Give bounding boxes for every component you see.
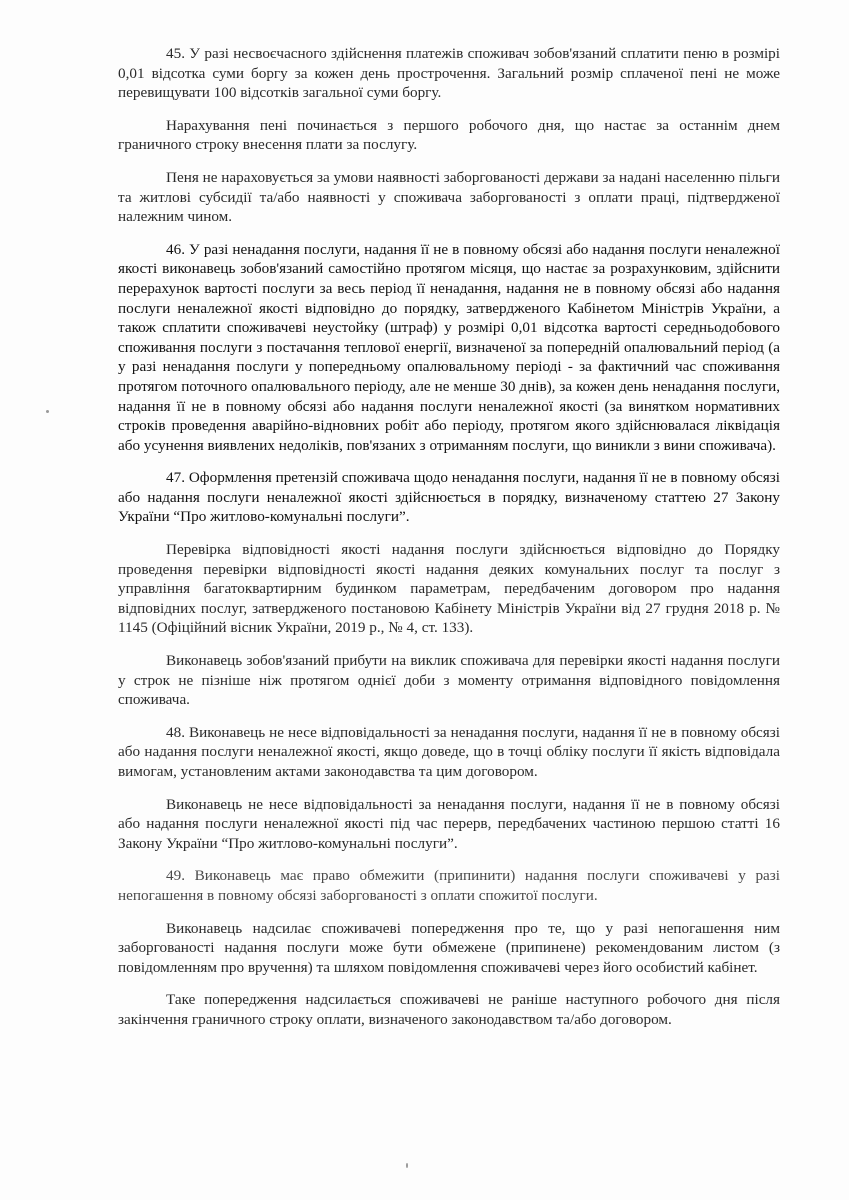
paragraph-45: 45. У разі несвоєчасного здійснення платежів споживач зобов'язаний сплатити пеню в розмірі 0,01 відсотка суми боргу за кожен день прострочення. Загальний розмір сплаченої пені не може перевищувати 100 відсотків загальної суми боргу. (118, 45, 780, 102)
paragraph-warning-timing: Таке попередження надсилається споживачеві не раніше наступного робочого дня після закінчення граничного строку оплати, визначеного законодавством та/або договором. (118, 991, 780, 1028)
scan-speck (406, 1163, 408, 1168)
paragraph-47: 47. Оформлення претензій споживача щодо ненадання послуги, надання її не в повному обсязі або надання послуги неналежної якості здійснюється в порядку, визначеному статтею 27 Закону України “Про житлово-комунальні послуги”. (118, 469, 780, 526)
paragraph-warning: Виконавець надсилає споживачеві попередження про те, що у разі непогашення ним заборгованості надання послуги може бути обмежене (припинене) рекомендованим листом (з повідомленням про вручення) та шляхом повідомлення споживачеві через його особистий кабінет. (118, 919, 780, 976)
paragraph-49: 49. Виконавець має право обмежити (припинити) надання послуги споживачеві у разі непогашення в повному обсязі заборгованості з оплати спожитої послуги. (118, 867, 780, 904)
paragraph-penalty-exemption: Пеня не нараховується за умови наявності заборгованості держави за надані населенню пільги та житлові субсидії та/або наявності у споживача заборгованості з оплати праці, підтвердженої належним чином. (118, 168, 780, 226)
scan-speck (46, 410, 49, 413)
paragraph-penalty-start: Нарахування пені починається з першого робочого дня, що настає за останнім днем граничного строку внесення плати за послугу. (118, 116, 780, 154)
paragraph-quality-check: Перевірка відповідності якості надання послуги здійснюється відповідно до Порядку проведення перевірки відповідності якості надання деяких комунальних послуг та послуг з управління багатоквартирним будинком параметрам, передбаченим договором про надання відповідних послуг, затвердженого постановою Кабінету Міністрів України від 27 грудня 2018 р. № 1145 (Офіційний вісник України, 2019 р., № 4, ст. 133). (118, 541, 780, 637)
paragraph-no-liability: Виконавець не несе відповідальності за ненадання послуги, надання її не в повному обсязі або надання послуги неналежної якості під час перерв, передбачених частиною першою статті 16 Закону України “Про житлово-комунальні послуги”. (118, 795, 780, 852)
paragraph-48: 48. Виконавець не несе відповідальності за ненадання послуги, надання її не в повному обсязі або надання послуги неналежної якості, якщо доведе, що в точці обліку послуги її якість відповідала вимогам, установленим актами законодавства та цим договором. (118, 723, 780, 780)
paragraph-contractor-visit: Виконавець зобов'язаний прибути на виклик споживача для перевірки якості надання послуги у строк не пізніше ніж протягом однієї доби з моменту отримання відповідного повідомлення споживача. (118, 652, 780, 709)
paragraph-46: 46. У разі ненадання послуги, надання її не в повному обсязі або надання послуги неналежної якості виконавець зобов'язаний самостійно протягом місяця, що настає за розрахунковим, здійснити перерахунок вартості послуги за весь період її ненадання, надання не в повному обсязі або надання послуги неналежної якості відповідно до порядку, затвердженого Кабінетом Міністрів України, а також сплатити споживачеві неустойку (штраф) у розмірі 0,01 відсотка вартості середньодобового споживання послуги з постачання теплової енергії, визначеної за попередній опалювальний період (а у разі ненадання послуги у попередньому опалювальному періоді - за фактичний час споживання протягом поточного опалювального періоду, але не менше 30 днів), за кожен день ненадання послуги, надання її не в повному обсязі або надання послуги неналежної якості (за винятком нормативних строків проведення аварійно-відновних робіт або періоду, протягом якого здійснювалася ліквідація або усунення виявлених недоліків, пов'язаних з отриманням послуги, що виникли з вини споживача). (118, 240, 780, 454)
document-body (118, 44, 780, 1043)
